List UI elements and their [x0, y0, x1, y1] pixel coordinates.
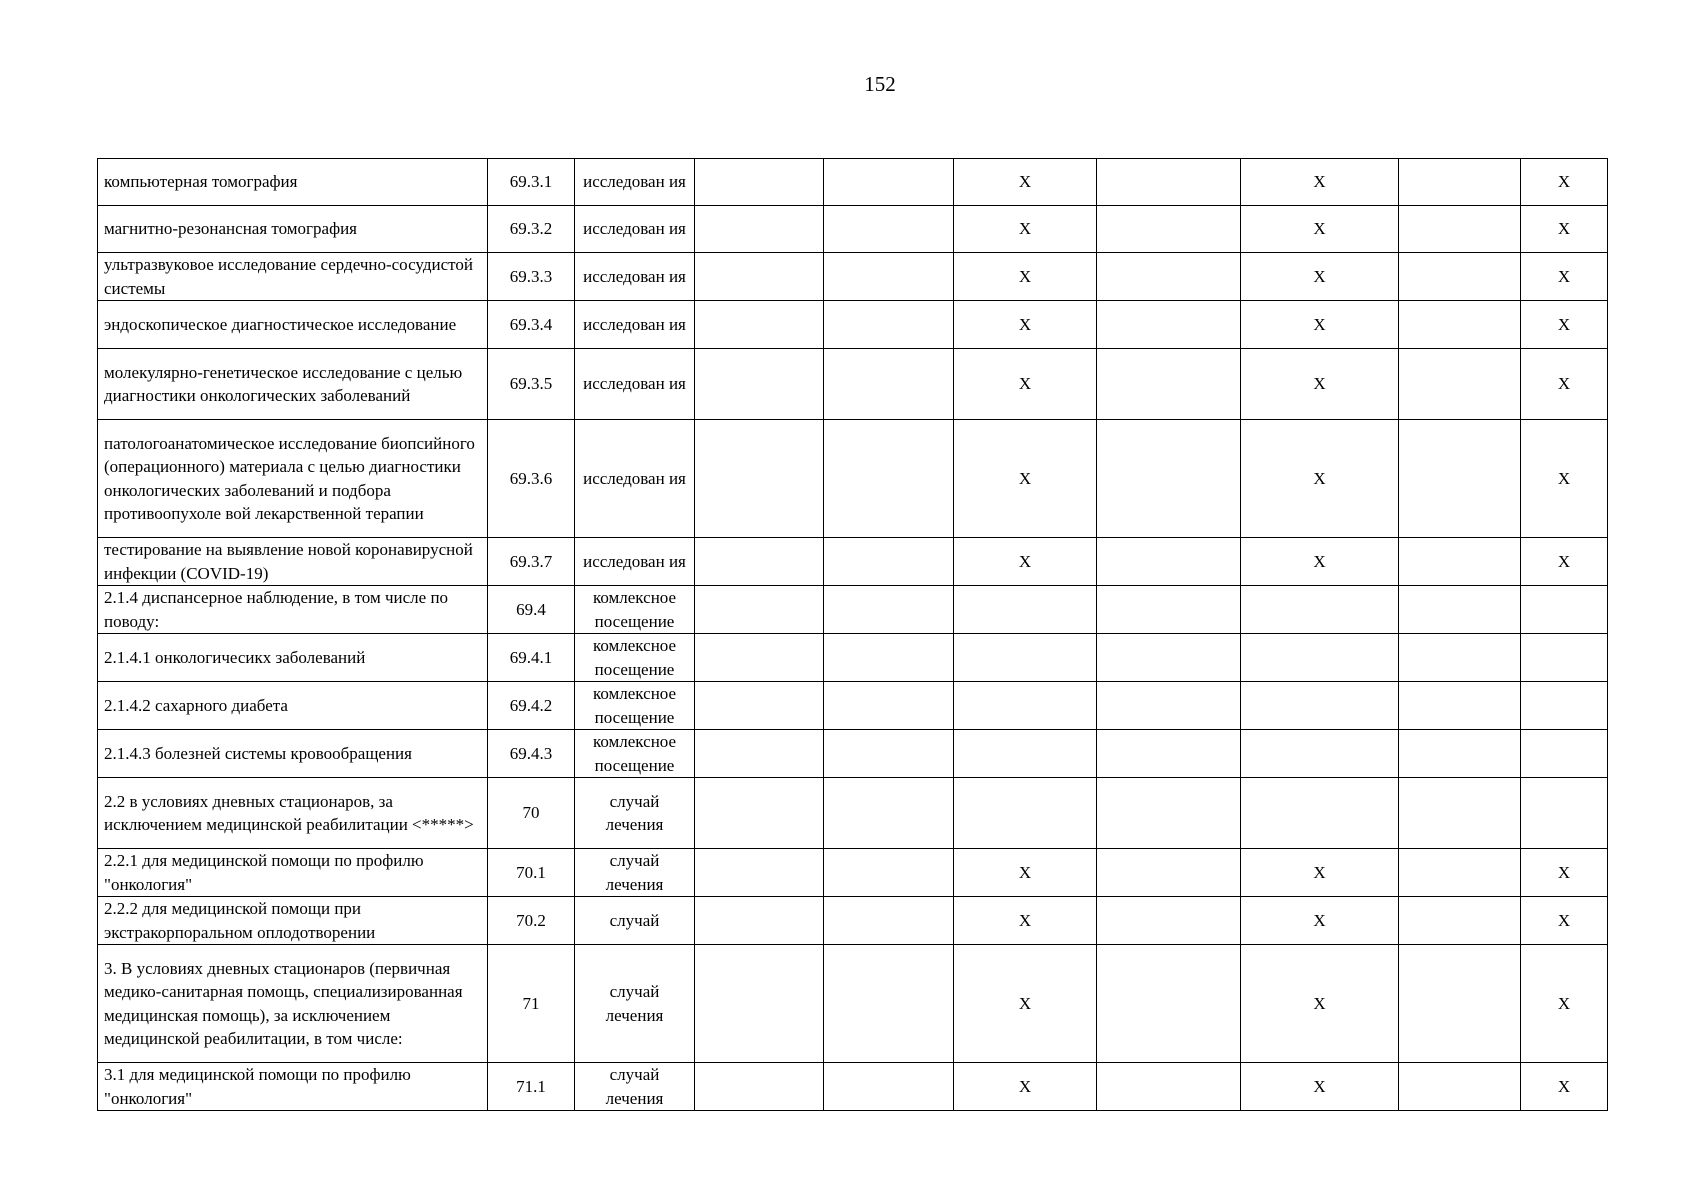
row-value-cell — [1521, 634, 1608, 682]
row-value-cell: Х — [954, 349, 1097, 420]
row-value-cell — [824, 1063, 954, 1111]
table-row — [98, 538, 1608, 586]
row-value-cell — [1399, 159, 1521, 206]
row-value-cell — [695, 682, 824, 730]
row-value-cell — [1399, 730, 1521, 778]
row-value-cell — [1399, 634, 1521, 682]
row-name-cell: эндоскопическое диагностическое исследование — [98, 301, 488, 349]
row-value-cell — [954, 682, 1097, 730]
row-name-cell: магнитно-резонансная томография — [98, 206, 488, 253]
row-value-cell — [1399, 301, 1521, 349]
row-value-cell — [1399, 206, 1521, 253]
row-value-cell — [1399, 253, 1521, 301]
row-value-cell — [824, 420, 954, 538]
row-value-cell — [954, 634, 1097, 682]
row-value-cell — [1097, 586, 1241, 634]
table-row — [98, 682, 1608, 730]
row-value-cell — [1097, 301, 1241, 349]
row-value-cell: Х — [1521, 538, 1608, 586]
row-value-cell: Х — [1521, 1063, 1608, 1111]
row-value-cell — [824, 730, 954, 778]
row-value-cell: Х — [1241, 253, 1399, 301]
row-value-cell — [1399, 945, 1521, 1063]
row-value-cell — [1097, 538, 1241, 586]
row-code-cell: 71 — [488, 945, 575, 1063]
row-value-cell — [1097, 682, 1241, 730]
row-value-cell — [1097, 778, 1241, 849]
row-value-cell — [824, 634, 954, 682]
row-value-cell — [1399, 420, 1521, 538]
row-unit-cell: исследован ия — [575, 420, 695, 538]
row-value-cell — [1399, 538, 1521, 586]
row-value-cell: Х — [1241, 301, 1399, 349]
row-unit-cell: случай лечения — [575, 849, 695, 897]
table-row — [98, 897, 1608, 945]
row-value-cell — [1399, 778, 1521, 849]
row-value-cell — [1241, 586, 1399, 634]
row-value-cell: Х — [1241, 349, 1399, 420]
row-name-cell: 2.1.4.3 болезней системы кровообращения — [98, 730, 488, 778]
row-value-cell — [1521, 682, 1608, 730]
row-value-cell — [1399, 349, 1521, 420]
row-value-cell: Х — [1241, 945, 1399, 1063]
row-unit-cell: комлексное посещение — [575, 682, 695, 730]
row-value-cell — [695, 586, 824, 634]
row-value-cell: Х — [1521, 945, 1608, 1063]
table-row — [98, 586, 1608, 634]
row-unit-cell: комлексное посещение — [575, 730, 695, 778]
row-value-cell — [1097, 349, 1241, 420]
row-code-cell: 69.4.2 — [488, 682, 575, 730]
row-code-cell: 69.3.3 — [488, 253, 575, 301]
row-value-cell — [824, 778, 954, 849]
table-row — [98, 634, 1608, 682]
row-value-cell: Х — [1241, 897, 1399, 945]
row-value-cell — [824, 253, 954, 301]
table-row — [98, 730, 1608, 778]
table-row — [98, 420, 1608, 538]
row-value-cell — [1241, 730, 1399, 778]
row-value-cell — [695, 778, 824, 849]
row-code-cell: 69.4 — [488, 586, 575, 634]
row-name-cell: тестирование на выявление новой коронавирусной инфекции (COVID-19) — [98, 538, 488, 586]
row-name-cell: 2.1.4 диспансерное наблюдение, в том числе по поводу: — [98, 586, 488, 634]
row-value-cell — [1241, 778, 1399, 849]
row-value-cell — [695, 301, 824, 349]
row-value-cell — [695, 945, 824, 1063]
row-code-cell: 69.4.3 — [488, 730, 575, 778]
row-value-cell: Х — [1521, 420, 1608, 538]
row-unit-cell: комлексное посещение — [575, 634, 695, 682]
row-value-cell — [1241, 634, 1399, 682]
table-row — [98, 253, 1608, 301]
table-row — [98, 159, 1608, 206]
row-value-cell — [1097, 206, 1241, 253]
row-value-cell — [1097, 849, 1241, 897]
row-unit-cell: случай лечения — [575, 945, 695, 1063]
row-value-cell — [1097, 253, 1241, 301]
row-value-cell — [695, 730, 824, 778]
row-value-cell — [1399, 1063, 1521, 1111]
row-value-cell: Х — [1521, 849, 1608, 897]
row-value-cell — [1097, 634, 1241, 682]
row-unit-cell: случай — [575, 897, 695, 945]
row-value-cell: Х — [954, 253, 1097, 301]
row-name-cell: 3.1 для медицинской помощи по профилю "онкология" — [98, 1063, 488, 1111]
row-value-cell — [695, 538, 824, 586]
row-value-cell: Х — [954, 945, 1097, 1063]
row-value-cell: Х — [1241, 538, 1399, 586]
row-value-cell: Х — [954, 159, 1097, 206]
row-code-cell: 69.3.5 — [488, 349, 575, 420]
row-value-cell — [954, 778, 1097, 849]
row-code-cell: 69.3.1 — [488, 159, 575, 206]
row-value-cell — [695, 634, 824, 682]
row-value-cell: Х — [1521, 253, 1608, 301]
row-value-cell — [824, 586, 954, 634]
row-name-cell: компьютерная томография — [98, 159, 488, 206]
row-name-cell: 2.1.4.2 сахарного диабета — [98, 682, 488, 730]
row-value-cell — [1097, 159, 1241, 206]
row-unit-cell: исследован ия — [575, 349, 695, 420]
row-value-cell: Х — [954, 301, 1097, 349]
table-row — [98, 1063, 1608, 1111]
table-row — [98, 849, 1608, 897]
row-value-cell — [695, 849, 824, 897]
row-unit-cell: комлексное посещение — [575, 586, 695, 634]
row-value-cell — [695, 1063, 824, 1111]
row-value-cell: Х — [1521, 301, 1608, 349]
row-value-cell — [695, 897, 824, 945]
row-unit-cell: случай лечения — [575, 778, 695, 849]
row-value-cell — [824, 945, 954, 1063]
row-value-cell — [824, 349, 954, 420]
row-value-cell: Х — [954, 849, 1097, 897]
row-value-cell — [824, 682, 954, 730]
row-unit-cell: случай лечения — [575, 1063, 695, 1111]
row-value-cell — [695, 159, 824, 206]
row-code-cell: 71.1 — [488, 1063, 575, 1111]
row-value-cell: Х — [1241, 420, 1399, 538]
row-value-cell: Х — [1521, 349, 1608, 420]
table-row — [98, 349, 1608, 420]
row-code-cell: 69.3.2 — [488, 206, 575, 253]
table-row — [98, 206, 1608, 253]
row-value-cell — [695, 206, 824, 253]
row-value-cell — [824, 159, 954, 206]
table-row — [98, 778, 1608, 849]
page-number: 152 — [864, 72, 896, 96]
row-value-cell — [1399, 897, 1521, 945]
row-code-cell: 69.3.7 — [488, 538, 575, 586]
row-value-cell: Х — [1241, 1063, 1399, 1111]
row-value-cell — [1097, 897, 1241, 945]
row-value-cell: Х — [1241, 206, 1399, 253]
row-value-cell — [1521, 586, 1608, 634]
row-code-cell: 70.1 — [488, 849, 575, 897]
data-table — [97, 158, 1608, 1111]
row-value-cell — [1521, 778, 1608, 849]
row-value-cell — [1097, 1063, 1241, 1111]
row-value-cell — [695, 420, 824, 538]
row-value-cell — [824, 897, 954, 945]
row-name-cell: 2.2 в условиях дневных стационаров, за исключением медицинской реабилитации <*****> — [98, 778, 488, 849]
row-unit-cell: исследован ия — [575, 253, 695, 301]
row-name-cell: 2.2.1 для медицинской помощи по профилю "онкология" — [98, 849, 488, 897]
row-unit-cell: исследован ия — [575, 301, 695, 349]
row-value-cell: Х — [954, 897, 1097, 945]
row-value-cell: Х — [954, 538, 1097, 586]
row-value-cell — [1097, 420, 1241, 538]
row-name-cell: ультразвуковое исследование сердечно-сосудистой системы — [98, 253, 488, 301]
row-value-cell — [1521, 730, 1608, 778]
row-value-cell: Х — [1241, 159, 1399, 206]
row-value-cell: Х — [1521, 159, 1608, 206]
row-value-cell — [824, 849, 954, 897]
row-value-cell — [1399, 849, 1521, 897]
row-value-cell — [1399, 586, 1521, 634]
row-value-cell: Х — [1241, 849, 1399, 897]
row-value-cell — [1097, 945, 1241, 1063]
row-value-cell — [824, 206, 954, 253]
row-unit-cell: исследован ия — [575, 538, 695, 586]
row-code-cell: 70 — [488, 778, 575, 849]
table-row — [98, 301, 1608, 349]
row-value-cell: Х — [954, 206, 1097, 253]
row-value-cell: Х — [954, 420, 1097, 538]
row-code-cell: 69.4.1 — [488, 634, 575, 682]
row-code-cell: 69.3.6 — [488, 420, 575, 538]
row-value-cell — [1241, 682, 1399, 730]
row-value-cell — [824, 301, 954, 349]
row-value-cell — [954, 730, 1097, 778]
row-name-cell: 2.1.4.1 онкологичесикх заболеваний — [98, 634, 488, 682]
row-value-cell: Х — [1521, 206, 1608, 253]
row-value-cell — [695, 253, 824, 301]
row-value-cell — [1399, 682, 1521, 730]
table-row — [98, 945, 1608, 1063]
row-code-cell: 70.2 — [488, 897, 575, 945]
row-name-cell: молекулярно-генетическое исследование с целью диагностики онкологических заболеваний — [98, 349, 488, 420]
row-value-cell: Х — [954, 1063, 1097, 1111]
row-value-cell: Х — [1521, 897, 1608, 945]
row-code-cell: 69.3.4 — [488, 301, 575, 349]
row-unit-cell: исследован ия — [575, 159, 695, 206]
row-value-cell — [695, 349, 824, 420]
row-name-cell: патологоанатомическое исследование биопсийного (операционного) материала с целью диагностики онкологических заболеваний и подбора противоопухоле вой лекарственной терапии — [98, 420, 488, 538]
row-name-cell: 3. В условиях дневных стационаров (первичная медико-санитарная помощь, специализированная медицинская помощь), за исключением медицинской реабилитации, в том числе: — [98, 945, 488, 1063]
row-name-cell: 2.2.2 для медицинской помощи при экстракорпоральном оплодотворении — [98, 897, 488, 945]
row-value-cell — [1097, 730, 1241, 778]
row-value-cell — [824, 538, 954, 586]
row-unit-cell: исследован ия — [575, 206, 695, 253]
row-value-cell — [954, 586, 1097, 634]
